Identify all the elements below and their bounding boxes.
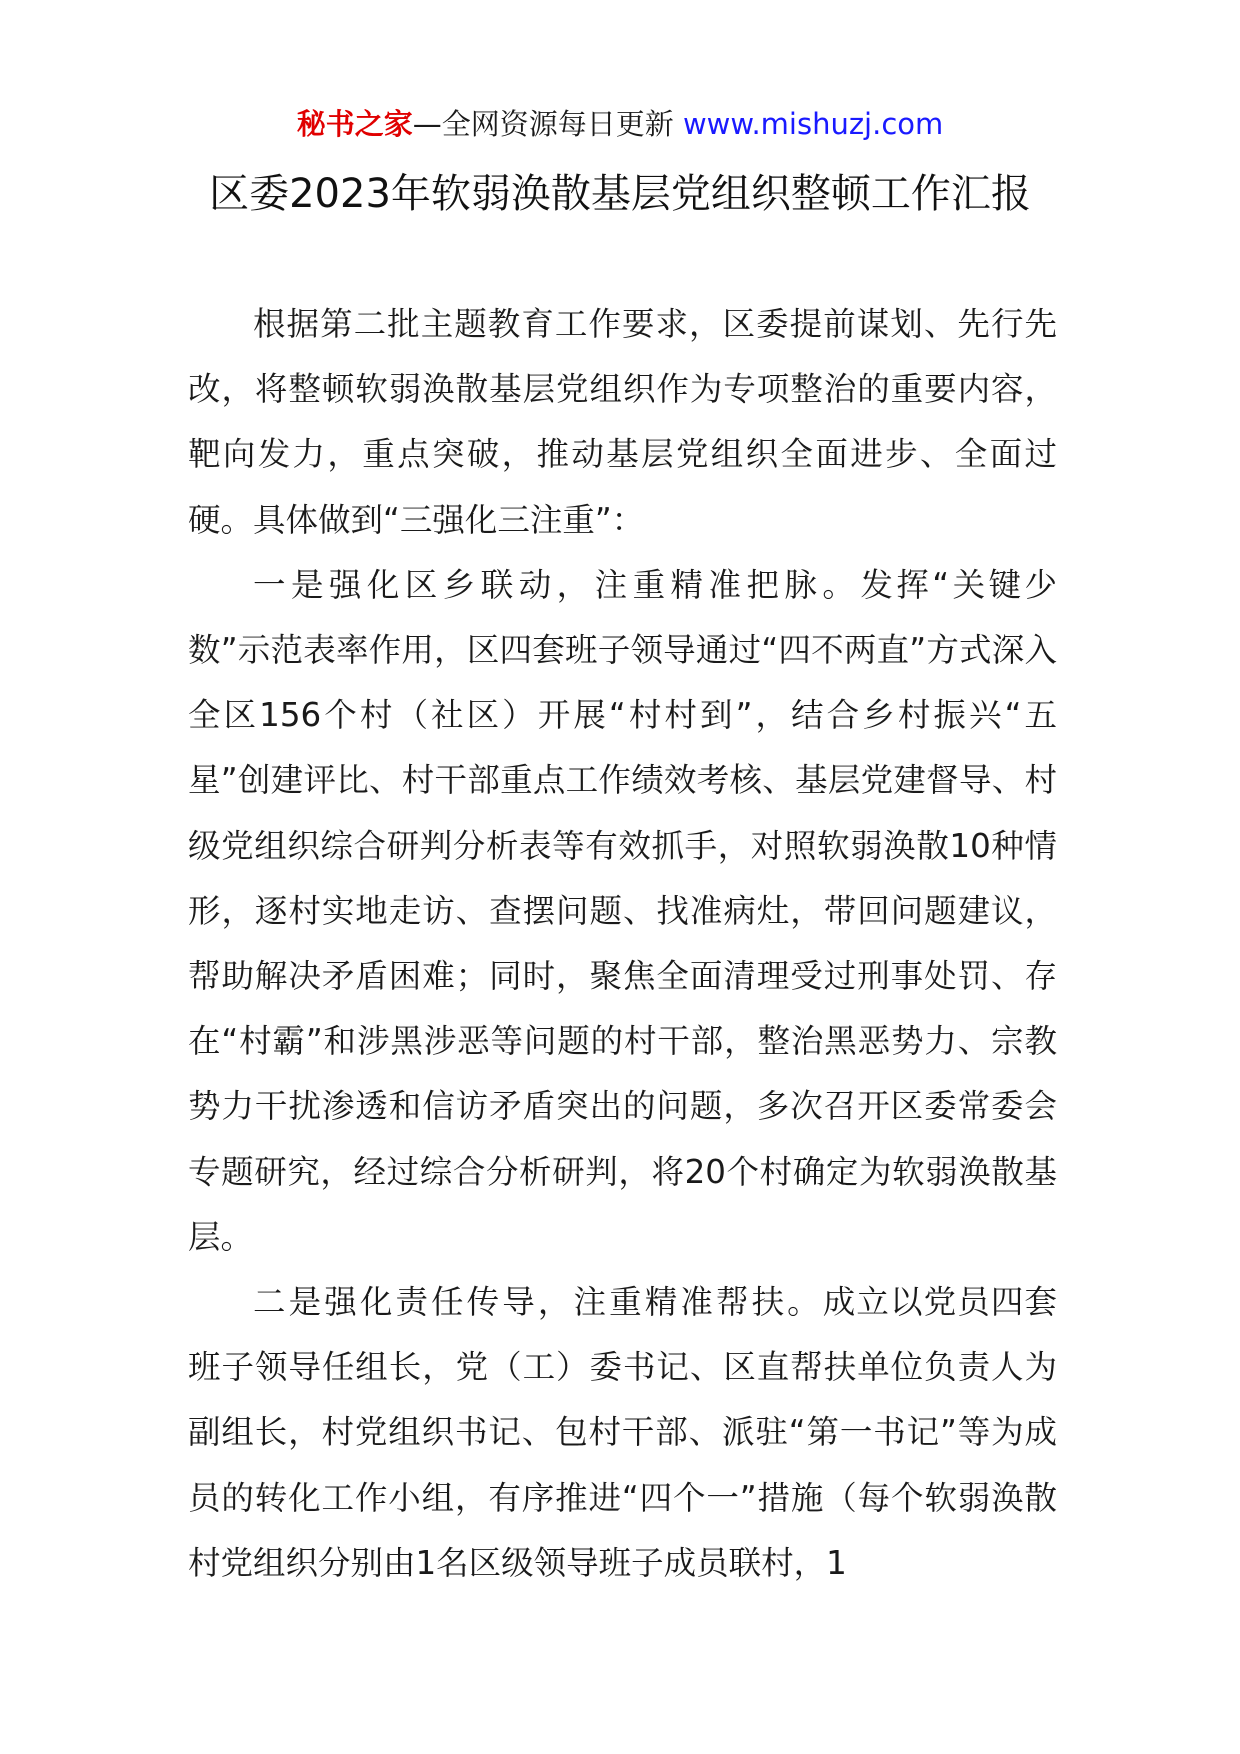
paragraph-1 (188, 553, 1057, 1270)
paragraph-lead: 一是强化区乡联动，注重精准把脉。 (253, 565, 861, 604)
header-tagline: —全网资源每日更新 (412, 107, 674, 141)
document-body (188, 292, 1057, 1596)
site-header (0, 104, 1240, 144)
brand-name: 秘书之家 (296, 107, 413, 141)
paragraph-lead: 二是强化责任传导，注重精准帮扶。 (253, 1283, 823, 1322)
paragraph-intro (188, 292, 1057, 553)
paragraph-2 (188, 1270, 1057, 1596)
paragraph-text: 成立以党员四套班子领导任组长，党（工）委书记、区直帮扶单位负责人为副组长，村党组织书记、包村干部、派驻“第一书记”等为成员的转化工作小组，有序推进“四个一”措施（每个软弱涣散村党组织分别由1名区级领导班子成员联村，1 (188, 1283, 1057, 1582)
document-title: 区委2023年软弱涣散基层党组织整顿工作汇报 (209, 171, 1031, 217)
paragraph-text: 发挥“关键少数”示范表率作用，区四套班子领导通过“四不两直”方式深入全区156个村（社区）开展“村村到”，结合乡村振兴“五星”创建评比、村干部重点工作绩效考核、基层党建督导、村级党组织综合研判分析表等有效抓手，对照软弱涣散10种情形，逐村实地走访、查摆问题、找准病灶，带回问题建议，帮助解决矛盾困难；同时，聚焦全面清理受过刑事处罚、存在“村霸”和涉黑涉恶等问题的村干部，整治黑恶势力、宗教势力干扰渗透和信访矛盾突出的问题，多次召开区委常委会专题研究，经过综合分析研判，将20个村确定为软弱涣散基层。 (188, 565, 1057, 1256)
paragraph-text: 根据第二批主题教育工作要求，区委提前谋划、先行先改，将整顿软弱涣散基层党组织作为专项整治的重要内容，靶向发力，重点突破，推动基层党组织全面进步、全面过硬。具体做到“三强化三注重”： (188, 305, 1057, 539)
site-url-link[interactable]: www.mishuzj.com (682, 107, 944, 141)
